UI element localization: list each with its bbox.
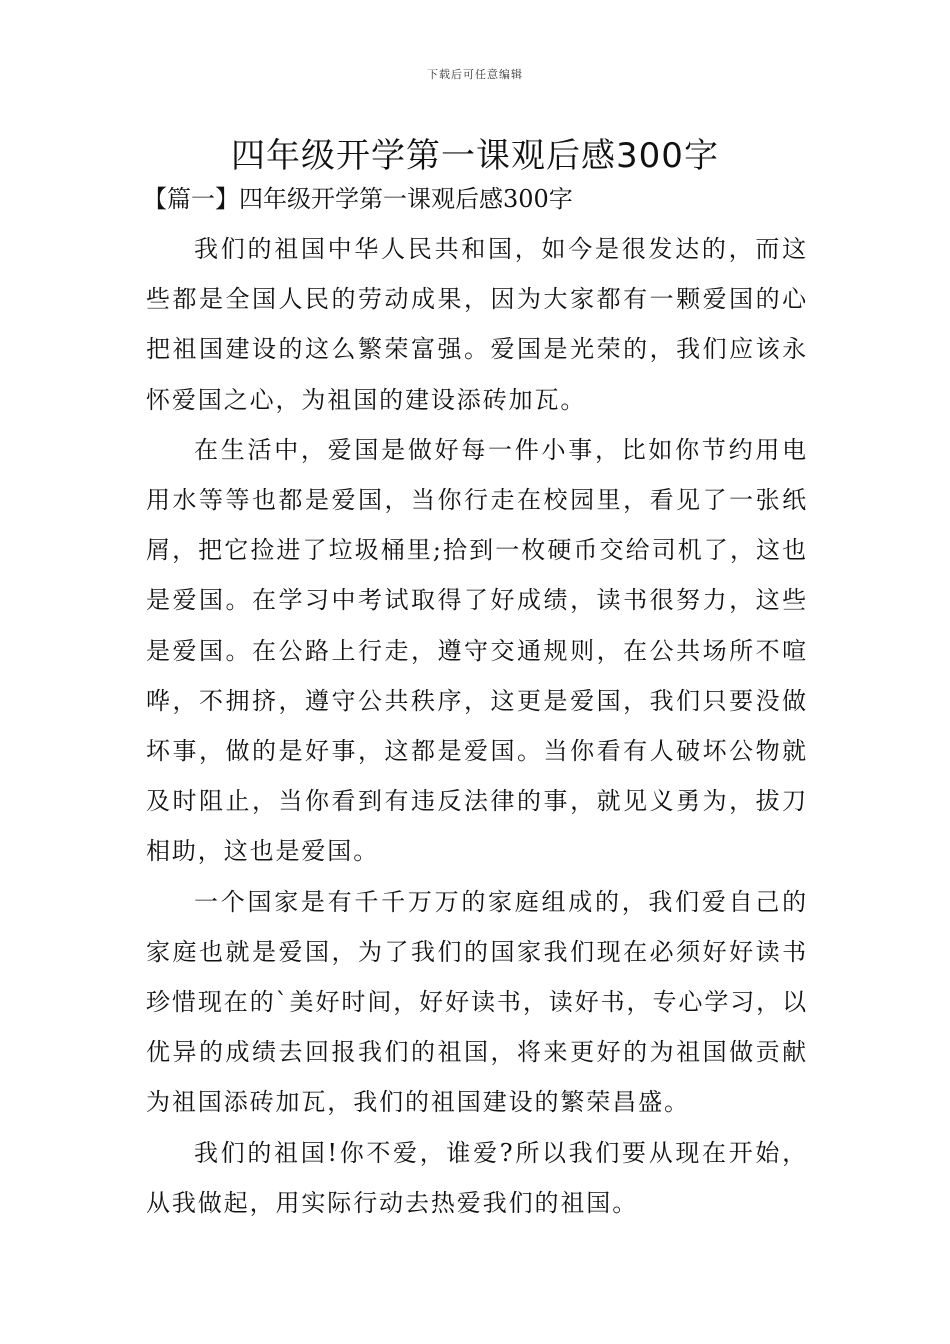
paragraph-2: 在生活中，爱国是做好每一件小事，比如你节约用电用水等等也都是爱国，当你行走在校园里，看见了一张纸屑，把它捡进了垃圾桶里;拾到一枚硬币交给司机了，这也是爱国。在学习中考试取得了好成绩，读书很努力，这些是爱国。在公路上行走，遵守交通规则，在公共场所不喧哗，不拥挤，遵守公共秩序，这更是爱国，我们只要没做坏事，做的是好事，这都是爱国。当你看有人破坏公物就及时阻止，当你看到有违反法律的事，就见义勇为，拔刀相助，这也是爱国。 (146, 435, 808, 866)
paragraph-1: 我们的祖国中华人民共和国，如今是很发达的，而这些都是全国人民的劳动成果，因为大家都有一颗爱国的心把祖国建设的这么繁荣富强。爱国是光荣的，我们应该永怀爱国之心，为祖国的建设添砖加瓦。 (146, 235, 808, 414)
paragraph-3: 一个国家是有千千万万的家庭组成的，我们爱自己的家庭也就是爱国，为了我们的国家我们现在必须好好读书珍惜现在的`美好时间，好好读书，读好书，专心学习，以优异的成绩去回报我们的祖国，将来更好的为祖国做贡献为祖国添砖加瓦，我们的祖国建设的繁荣昌盛。 (146, 887, 808, 1117)
paragraph-4: 我们的祖国!你不爱，谁爱?所以我们要从现在开始，从我做起，用实际行动去热爱我们的祖国。 (146, 1138, 808, 1217)
header-note: 下载后可任意编辑 (427, 68, 523, 81)
document-body (146, 224, 808, 1228)
document-title: 四年级开学第一课观后感300字 (231, 136, 719, 176)
section-heading: 【篇一】四年级开学第一课观后感300字 (143, 185, 573, 213)
